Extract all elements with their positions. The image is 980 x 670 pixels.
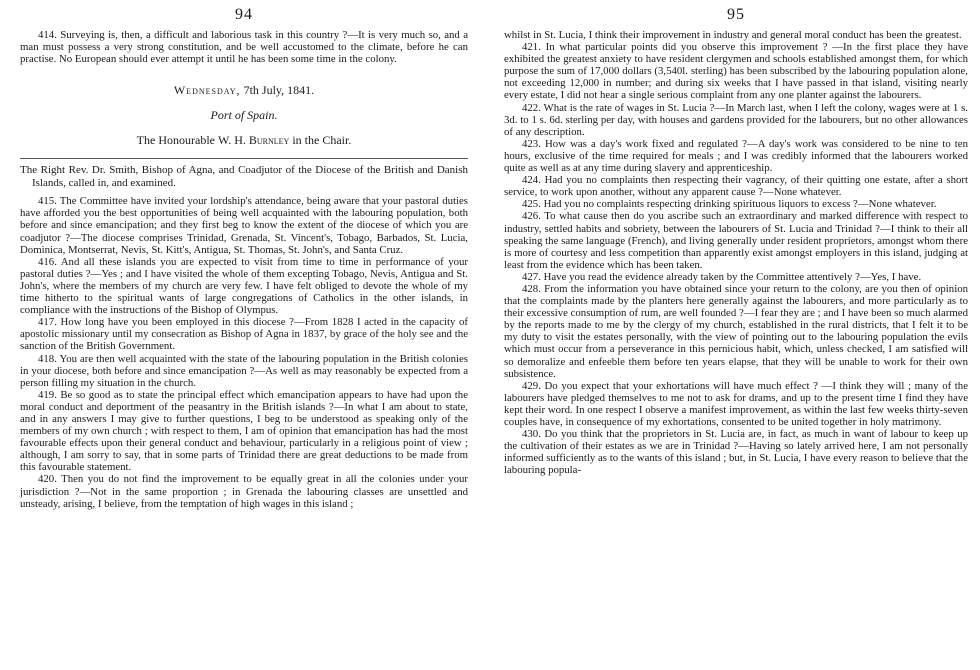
- question-427: 427. Have you read the evidence already taken by the Committee attentively ?—Yes, I have.: [522, 270, 922, 283]
- question-420: 420. Then you do not find the improvement to be equally great in all the colonies under your jurisdiction ?—Not in the same proportion ; in Grenada the labouring classes are unsettled and unsteady, arising, I believe, from the temptation of high wages in this island ;: [20, 473, 468, 510]
- question-426: 426. To what cause then do you ascribe such an extraordinary and marked difference with respect to industry, settled habits and sobriety, between the labourers of St. Lucia and Trinidad ?—I think to their all speaking the same language (French), and living generally under resident proprietors, amongst whom there is more of courtesy and less competition than apparently exist amongst employers in this island, judging at least from the evidence which has been taken.: [504, 210, 968, 271]
- continuation-text: whilst in St. Lucia, I think their improvement in industry and general moral conduct has been the greatest.: [504, 29, 962, 41]
- chair-name: W. H. Burnley: [217, 133, 290, 148]
- right-page: [490, 0, 980, 670]
- page-number: 95: [727, 6, 745, 23]
- question-414: 414. Surveying is, then, a difficult and laborious task in this country ?—It is very much so, and a man must possess a very strong constitution, and be well accustomed to the climate, before he can practise. No European should ever attempt it until he has been some time in the colony.: [20, 29, 468, 66]
- question-416: 416. And all these islands you are expected to visit from time to time in performance of your pastoral duties ?—Yes ; and I have visited the whole of them excepting Tobago, Nevis, Antigua and St. John's, where the members of my church are very few. I have felt obliged to devote the whole of my time hitherto to the spiritual wants of large congregations of Catholics in the other islands, in compliance with the instructions of the Bishop of Olympus.: [20, 255, 468, 317]
- chair-suffix: in the Chair.: [292, 133, 352, 148]
- session-place: Port of Spain.: [210, 108, 278, 123]
- date-day: Wednesday,: [173, 83, 241, 98]
- witness-intro: The Right Rev. Dr. Smith, Bishop of Agna, and Coadjutor of the Diocese of the British and Danish Islands, called in, and examined.: [20, 164, 468, 189]
- question-419: 419. Be so good as to state the principal effect which emancipation appears to have had upon the moral conduct and deportment of the peasantry in the British islands ?—In what I am about to state, and in any answers I may give to further questions, I beg to be understood as speaking only of the members of my own church ; with respect to them, I am of opinion that emancipation has had the most favourable effects upon their general conduct and behaviour, particularly in a religious point of view ; although, I am sorry to say, that in some parts of Trinidad there are great deductions to be made from this favourable statement.: [20, 388, 468, 474]
- session-date: [20, 83, 468, 98]
- question-429: 429. Do you expect that your exhortations will have much effect ? —I think they will ; many of the labourers have pledged themselves to me not to ask for drams, and up to the present time I find they have kept their word. In one respect I observe a manifest improvement, as within the last few weeks thirty-seven couples have, in consequence of my exhortations, consented to be united together in holy matrimony.: [504, 379, 968, 428]
- question-418: 418. You are then well acquainted with the state of the labouring population in the British colonies in your diocese, both before and since emancipation ?—As well as may reasonably be expected from a person filling my situation in the church.: [20, 352, 468, 389]
- question-421: 421. In what particular points did you observe this improvement ? —In the first place they have exhibited the greatest anxiety to have resident clergymen and schools established amongst them, for which purpose the sum of 17,000 dollars (3,540l. sterling) has been subscribed by the labouring population alone, not exceeding 12,000 in number; and during six weeks that I have passed in that island, visiting nearly every estate, I did not hear a single serious complaint from any one planter against the labourers.: [504, 41, 968, 102]
- question-415: 415. The Committee have invited your lordship's attendance, being aware that your pastoral duties have afforded you the best opportunities of being well acquainted with the labouring population, both before and since emancipation; and they first beg to know the extent of the diocese of which you are coadjutor ?—The diocese comprises Trinidad, Grenada, St. Vincent's, Tobago, Barbados, St. Lucia, Dominica, Montserrat, Nevis, St. Kitt's, Antigua, St. Thomas, St. John's, and Santa Cruz.: [20, 195, 468, 256]
- question-425: 425. Had you no complaints respecting drinking spirituous liquors to excess ?—None whatever.: [522, 198, 937, 211]
- question-417: 417. How long have you been employed in this diocese ?—From 1828 I acted in the capacity of apostolic missionary until my consecration as Bishop of Agna in 1837, by grace of the holy see and the sanction of the British Government.: [20, 316, 468, 353]
- chair-line: [20, 133, 468, 148]
- question-424: 424. Had you no complaints then respecting their vagrancy, of their quitting one estate, after a short service, to work upon another, without any apparent cause ?—None whatever.: [504, 174, 968, 199]
- page-number: 94: [235, 6, 253, 23]
- question-430: 430. Do you think that the proprietors in St. Lucia are, in fact, as much in want of labour to keep up the cultivation of their estates as we are in Trinidad ?—Having so lately arrived here, I am not personally informed sufficiently as to the wants of this island ; but, in St. Lucia, I have every reason to believe that the labouring popula-: [504, 428, 968, 477]
- question-423: 423. How was a day's work fixed and regulated ?—A day's work was considered to be nine to ten hours, exclusive of the time required for meals ; and I was credibly informed that the labourers worked quite as well as at any time during slavery and apprenticeship.: [504, 137, 968, 175]
- question-422: 422. What is the rate of wages in St. Lucia ?—In March last, when I left the colony, wages were at 1 s. 3d. to 1 s. 6d. sterling per day, with houses and gardens provided for the labourers, but no other allowances of any description.: [504, 101, 968, 138]
- question-428: 428. From the information you have obtained since your return to the colony, are you then of opinion that the complaints made by the planters here generally against the labourers, and more particularly as to their excessive consumption of rum, are well founded ?—I fear they are ; and I have been so much alarmed by the reports made to me by the clergy of my church, established in the rural districts, that I felt it to be my duty to visit the estates personally, with the view of pointing out to the labouring population the evils which must occur from a perseverance in this pernicious habit, which, unless checked, I am satisfied will so demoralize and enfeeble them before ten years elapse, that they will be unable to work for their own subsistence.: [504, 282, 968, 380]
- section-divider: [20, 158, 468, 159]
- chair-prefix: The Honourable: [136, 133, 215, 148]
- date-rest: 7th July, 1841.: [243, 83, 315, 98]
